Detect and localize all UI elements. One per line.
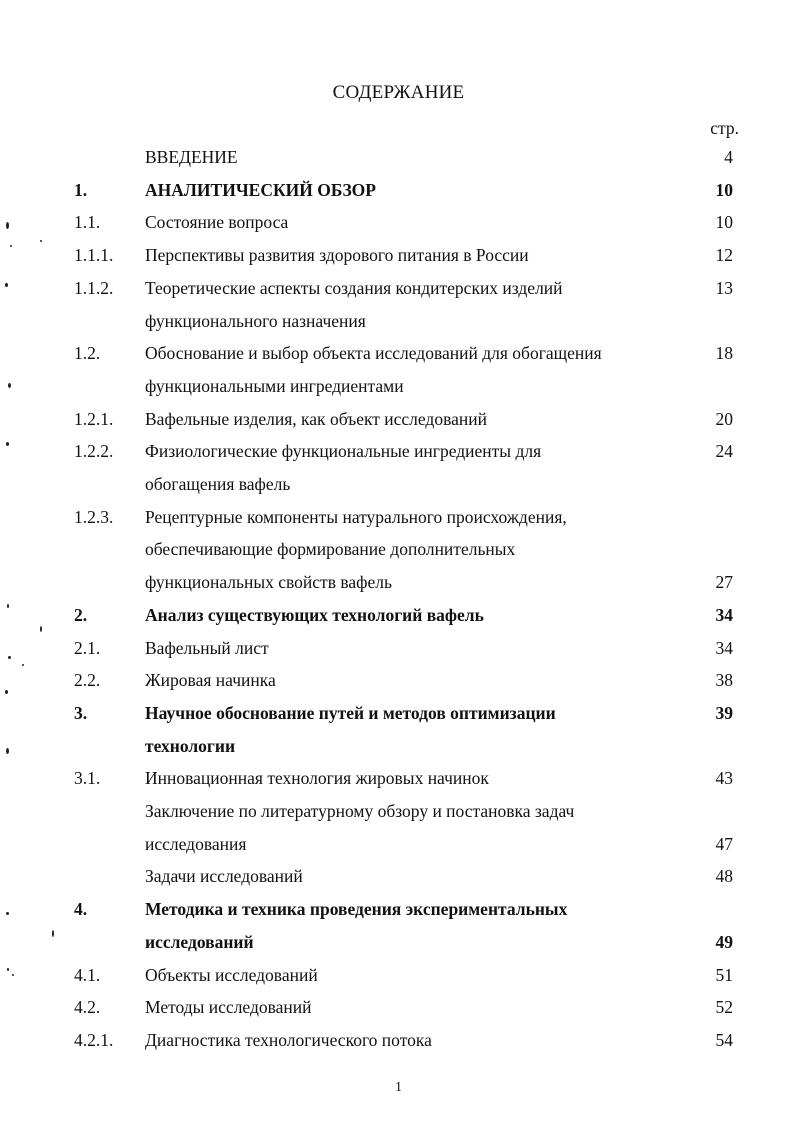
toc-entry-page: 49 <box>715 931 733 952</box>
scan-speck <box>7 968 9 971</box>
toc-entry-title: Заключение по литературному обзору и постановка задач <box>145 801 575 821</box>
toc-entry-number: 1.2. <box>74 343 101 364</box>
toc-entry-title: обогащения вафель <box>145 474 291 494</box>
toc-entry-title: функциональных свойств вафель <box>145 572 392 593</box>
toc-entry <box>0 703 797 733</box>
toc-entry-page: 4 <box>724 147 733 167</box>
toc-entry <box>0 343 797 373</box>
toc-entry <box>0 899 797 929</box>
scan-speck <box>8 383 11 388</box>
toc-entry-page: 18 <box>715 343 733 364</box>
toc-entry-title: Физиологические функциональные ингредиенты для <box>145 441 542 462</box>
toc-entry-title: Методы исследований <box>145 997 312 1018</box>
page-title: СОДЕРЖАНИЕ <box>332 82 465 103</box>
toc-entry <box>0 441 797 471</box>
toc-entry <box>0 180 797 210</box>
scan-speck <box>22 664 24 666</box>
toc-entry-page: 10 <box>715 212 733 233</box>
scan-speck <box>52 930 54 937</box>
toc-entry-number: 1. <box>74 179 88 200</box>
toc-entry-number: 1.2.3. <box>74 506 114 527</box>
scan-speck <box>40 240 42 242</box>
toc-entry-page: 12 <box>715 245 733 266</box>
toc-entry-number: 4.1. <box>74 964 101 985</box>
toc-entry-page: 13 <box>715 277 733 298</box>
toc-entry <box>0 572 797 602</box>
toc-entry <box>0 245 797 275</box>
scan-speck <box>6 912 9 915</box>
toc-entry <box>0 212 797 242</box>
scan-speck <box>12 974 14 976</box>
scan-speck <box>6 442 9 446</box>
toc-entry-number: 1.2.1. <box>74 408 114 429</box>
toc-entry <box>0 834 797 864</box>
toc-entry-title: ВВЕДЕНИЕ <box>145 147 238 167</box>
toc-entry-title: Вафельные изделия, как объект исследований <box>145 408 487 429</box>
toc-entry-number: 4. <box>74 899 88 920</box>
toc-entry-number: 2.2. <box>74 670 101 691</box>
toc-entry <box>0 539 797 569</box>
toc-entry-page: 38 <box>715 670 733 691</box>
scan-speck <box>6 748 9 754</box>
toc-entry-page: 27 <box>715 572 733 593</box>
scan-speck <box>5 283 8 287</box>
toc-entry-title: Жировая начинка <box>145 670 276 691</box>
toc-entry-page: 52 <box>715 997 733 1018</box>
toc-entry-title: Вафельный лист <box>145 637 269 658</box>
toc-entry-page: 39 <box>715 702 733 723</box>
toc-entry <box>0 409 797 439</box>
toc-entry <box>0 932 797 962</box>
toc-entry <box>0 866 797 896</box>
footer-page-number: 1 <box>395 1080 402 1095</box>
toc-entry-title: исследований <box>145 931 254 952</box>
toc-entry <box>0 801 797 831</box>
toc-entry-number: 3. <box>74 702 88 723</box>
toc-entry-page: 54 <box>715 1029 733 1050</box>
toc-entry-number: 1.1.2. <box>74 277 114 298</box>
toc-entry <box>0 311 797 341</box>
toc-entry-page: 24 <box>715 441 733 462</box>
toc-entry-title: Анализ существующих технологий вафель <box>145 604 484 625</box>
scan-speck <box>8 656 11 659</box>
toc-entry-title: Обоснование и выбор объекта исследований для обогащения <box>145 343 602 364</box>
toc-entry-number: 3.1. <box>74 768 101 789</box>
toc-entry-title: технологии <box>145 735 236 756</box>
toc-entry-number: 1.1.1. <box>74 245 114 266</box>
toc-entry-page: 43 <box>715 768 733 789</box>
toc-entry-title: функциональными ингредиентами <box>145 375 404 396</box>
toc-entry-page: 47 <box>715 833 733 854</box>
toc-entry-number: 4.2.1. <box>74 1029 114 1050</box>
page-column-label: стр. <box>710 118 739 138</box>
scan-speck <box>10 245 12 247</box>
toc-entry-page: 10 <box>715 179 733 200</box>
toc-entry <box>0 474 797 504</box>
toc-entry-title: функционального назначения <box>145 310 366 331</box>
toc-entry-page: 48 <box>715 866 733 887</box>
toc-entry-page: 34 <box>715 637 733 658</box>
toc-entry-title: обеспечивающие формирование дополнительных <box>145 539 516 560</box>
toc-entry <box>0 605 797 635</box>
scan-speck <box>7 604 9 608</box>
toc-entry-title: Рецептурные компоненты натурального происхождения, <box>145 506 567 527</box>
toc-entry-title: Теоретические аспекты создания кондитерских изделий <box>145 277 563 298</box>
toc-entry-number: 4.2. <box>74 997 101 1018</box>
toc-entry-title: АНАЛИТИЧЕСКИЙ ОБЗОР <box>145 179 376 200</box>
toc-entry-title: Методика и техника проведения экспериментальных <box>145 899 568 920</box>
toc-entry-page: 20 <box>715 408 733 429</box>
toc-entry <box>0 376 797 406</box>
toc-entry-title: Объекты исследований <box>145 964 318 985</box>
toc-entry-title: Состояние вопроса <box>145 212 289 233</box>
toc-entry <box>0 1030 797 1060</box>
toc-entry-title: Инновационная технология жировых начинок <box>145 768 489 789</box>
toc-entry-number: 1.1. <box>74 212 101 233</box>
toc-entry-title: исследования <box>145 833 247 854</box>
toc-entry <box>0 670 797 700</box>
scan-speck <box>5 690 8 694</box>
toc-entry <box>0 768 797 798</box>
toc-entry-page: 51 <box>715 964 733 985</box>
toc-entry-number: 2. <box>74 604 88 625</box>
scan-speck <box>6 222 9 229</box>
toc-entry-number: 2.1. <box>74 637 101 658</box>
toc-entry <box>0 736 797 766</box>
toc-entry <box>0 997 797 1027</box>
toc-entry <box>0 638 797 668</box>
toc-entry-number: 1.2.2. <box>74 441 114 462</box>
scan-speck <box>40 626 42 632</box>
toc-entry-title: Перспективы развития здорового питания в России <box>145 245 529 266</box>
toc-entry <box>0 507 797 537</box>
toc-entry <box>0 965 797 995</box>
toc-entry <box>0 147 797 177</box>
toc-entry-title: Научное обоснование путей и методов оптимизации <box>145 702 556 723</box>
toc-entry-title: Диагностика технологического потока <box>145 1029 432 1050</box>
toc-entry <box>0 278 797 308</box>
toc-entry-page: 34 <box>715 604 733 625</box>
toc-entry-title: Задачи исследований <box>145 866 303 887</box>
